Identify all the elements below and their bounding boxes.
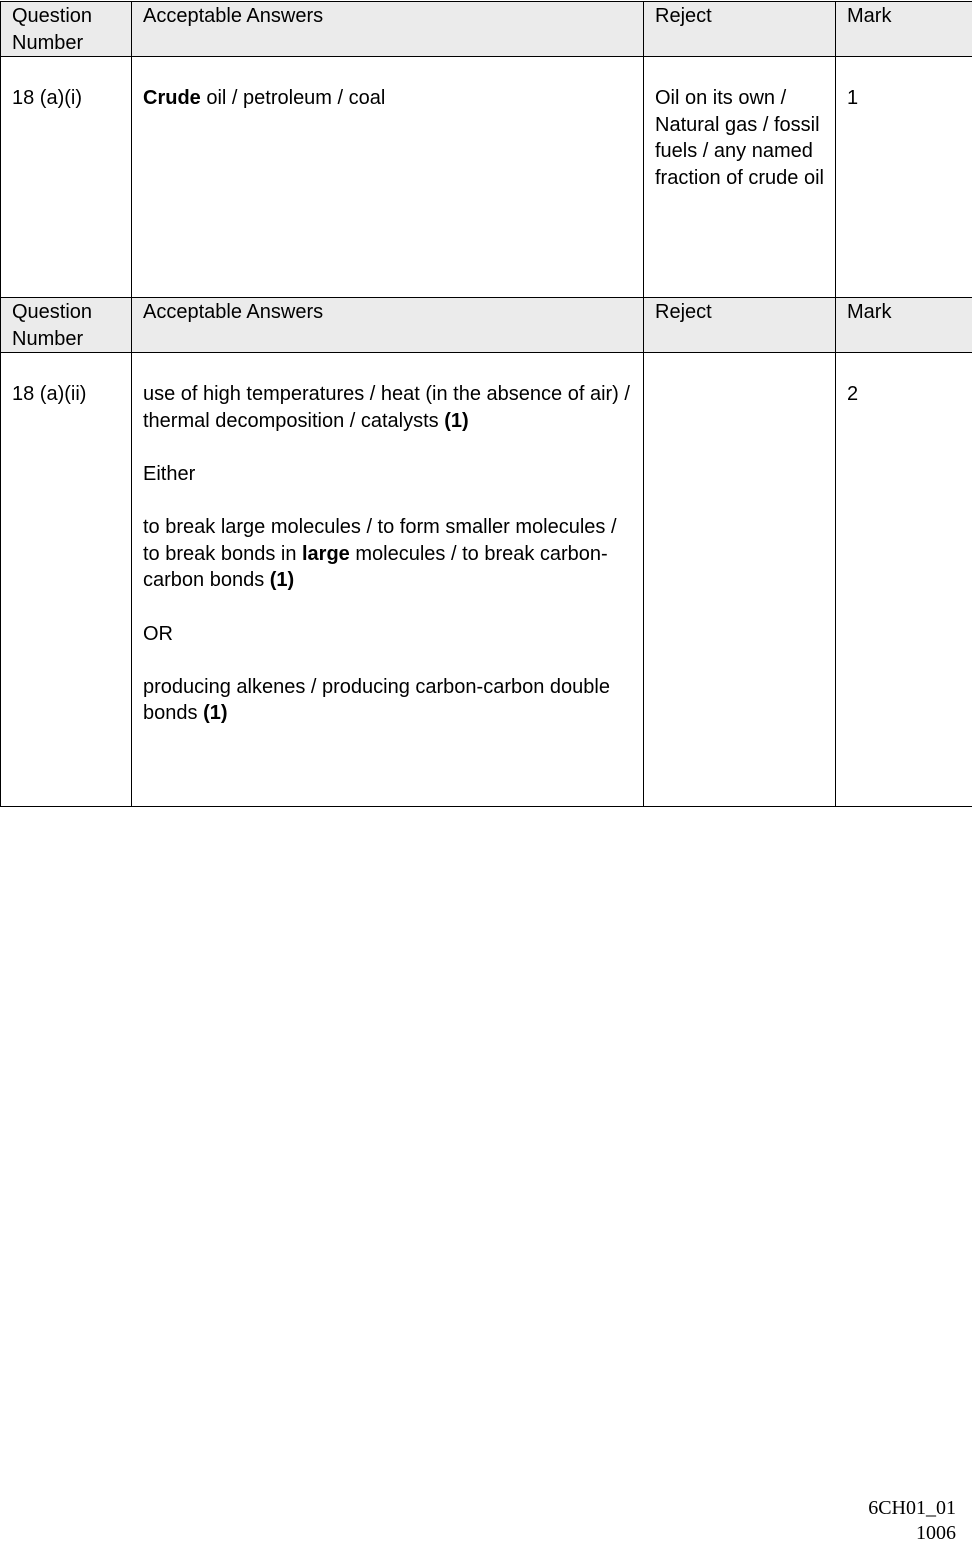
answer-or: OR	[143, 621, 635, 648]
header-reject: Reject	[644, 298, 836, 353]
answer-text: producing alkenes / producing carbon-carbon double bonds	[143, 676, 610, 725]
answer-bold-keyword: large	[302, 543, 350, 565]
header-question-number: Question Number	[1, 2, 132, 57]
reject-text	[644, 353, 836, 807]
table-row	[1, 57, 972, 298]
answer-paragraph	[143, 381, 635, 434]
mark-value: 2	[836, 353, 972, 807]
answer-paragraph	[143, 514, 635, 594]
answer-either: Either	[143, 461, 635, 488]
header-row	[1, 298, 972, 353]
acceptable-answer	[132, 353, 644, 807]
mark-scheme-table-18a-ii	[0, 297, 972, 807]
question-number: 18 (a)(ii)	[1, 353, 132, 807]
question-number: 18 (a)(i)	[1, 57, 132, 298]
answer-paragraph	[143, 674, 635, 727]
paper-code: 6CH01_01	[868, 1496, 956, 1521]
header-row	[1, 2, 972, 57]
paper-number: 1006	[868, 1521, 956, 1546]
answer-text: to break large molecules / to form smaller molecules / to break bonds in	[143, 516, 617, 565]
mark-value: 1	[836, 57, 972, 298]
header-acceptable-answers: Acceptable Answers	[132, 298, 644, 353]
header-acceptable-answers: Acceptable Answers	[132, 2, 644, 57]
acceptable-answer	[132, 57, 644, 298]
header-question-number: Question Number	[1, 298, 132, 353]
answer-mark-indicator: (1)	[203, 702, 227, 724]
answer-mark-indicator: (1)	[270, 569, 294, 591]
reject-text: Oil on its own / Natural gas / fossil fuels / any named fraction of crude oil	[644, 57, 836, 298]
header-mark: Mark	[836, 2, 972, 57]
answer-text: oil / petroleum / coal	[201, 87, 386, 109]
answer-mark-indicator: (1)	[444, 410, 468, 432]
answer-text: molecules / to break carbon-carbon bonds	[143, 543, 608, 592]
table-row	[1, 353, 972, 807]
header-mark: Mark	[836, 298, 972, 353]
mark-scheme-table-18a-i	[0, 1, 972, 298]
header-reject: Reject	[644, 2, 836, 57]
answer-bold-keyword: Crude	[143, 87, 201, 109]
answer-text: use of high temperatures / heat (in the absence of air) / thermal decomposition / catalysts	[143, 383, 630, 432]
page-footer	[868, 1496, 956, 1546]
